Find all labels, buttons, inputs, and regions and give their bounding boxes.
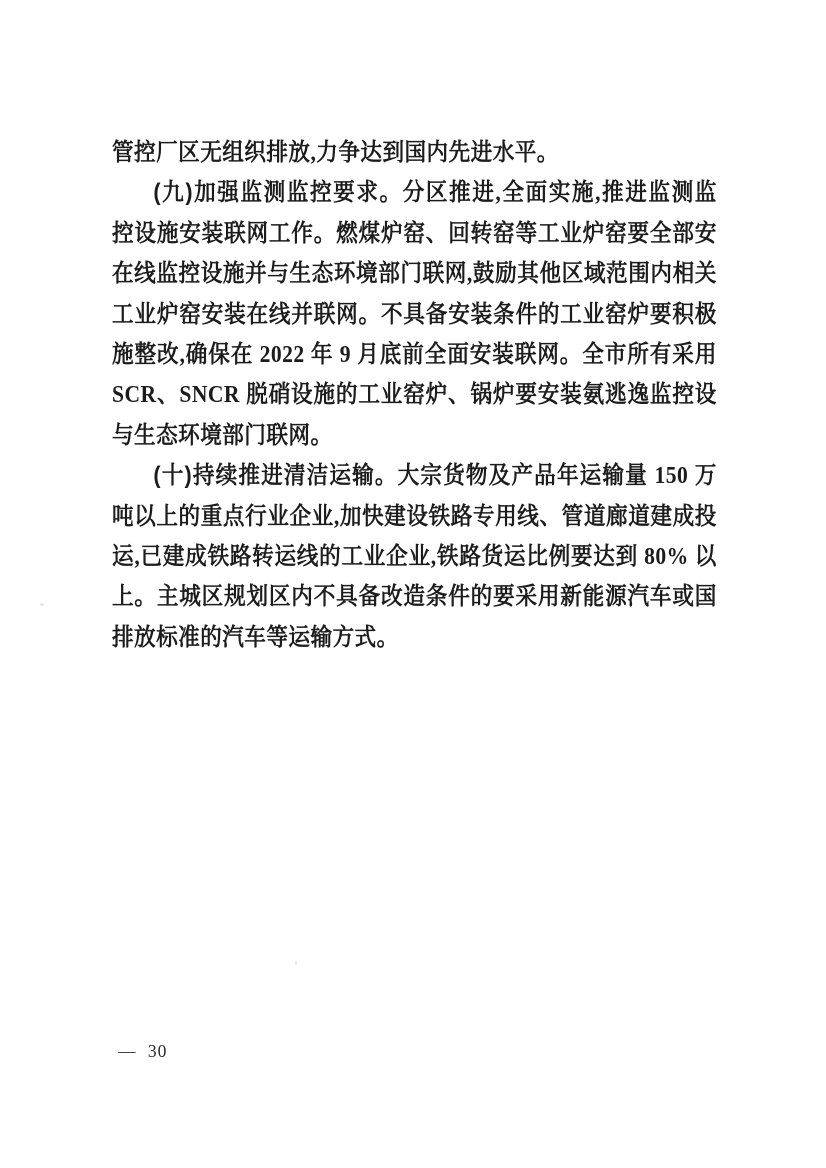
text-line [112, 497, 717, 537]
paragraph-heading: (九)加强监测监控要求。 [153, 179, 403, 207]
text-line [112, 335, 717, 375]
text-line [112, 375, 717, 415]
text-line [112, 295, 717, 335]
paragraph-heading: (十)持续推进清洁运输。 [153, 462, 398, 490]
text-line [112, 416, 717, 456]
text-line [112, 577, 717, 617]
line-text: 工业炉窑安装在线并联网。不具备安装条件的工业窑炉要积极 [112, 301, 717, 328]
text-line [112, 173, 717, 213]
text-block [112, 133, 717, 658]
line-text: 管控厂区无组织排放,力争达到国内先进水平。 [112, 140, 559, 166]
page-number: — 30 [118, 1041, 168, 1061]
scan-artifact [40, 603, 44, 606]
scan-artifact [295, 961, 297, 965]
text-line [112, 254, 717, 294]
text-line [112, 537, 717, 577]
line-text: 在线监控设施并与生态环境部门联网,鼓励其他区域范围内相关 [112, 261, 717, 288]
line-text: 上。主城区规划区内不具备改造条件的要采用新能源汽车或国 [112, 584, 717, 611]
line-text: 施整改,确保在 2022 年 9 月底前全面安装联网。全市所有采用 [112, 341, 717, 368]
text-line [112, 618, 717, 658]
line-text: 大宗货物及产品年运输量 150 万 [397, 463, 717, 490]
text-line [112, 456, 717, 496]
line-text: 与生态环境部门联网。 [112, 422, 333, 449]
line-text: 控设施安装联网工作。燃煤炉窑、回转窑等工业炉窑要全部安 [112, 220, 717, 247]
line-text: 吨以上的重点行业企业,加快建设铁路专用线、管道廊道建成投 [112, 503, 717, 530]
line-text: SCR、SNCR 脱硝设施的工业窑炉、锅炉要安装氨逃逸监控设 [112, 382, 717, 409]
text-line [112, 133, 717, 173]
text-line [112, 214, 717, 254]
line-text: 运,已建成铁路转运线的工业企业,铁路货运比例要达到 80% 以 [112, 543, 717, 570]
line-text: 排放标准的汽车等运输方式。 [112, 624, 399, 651]
line-text: 分区推进,全面实施,推进监测监 [402, 180, 717, 207]
